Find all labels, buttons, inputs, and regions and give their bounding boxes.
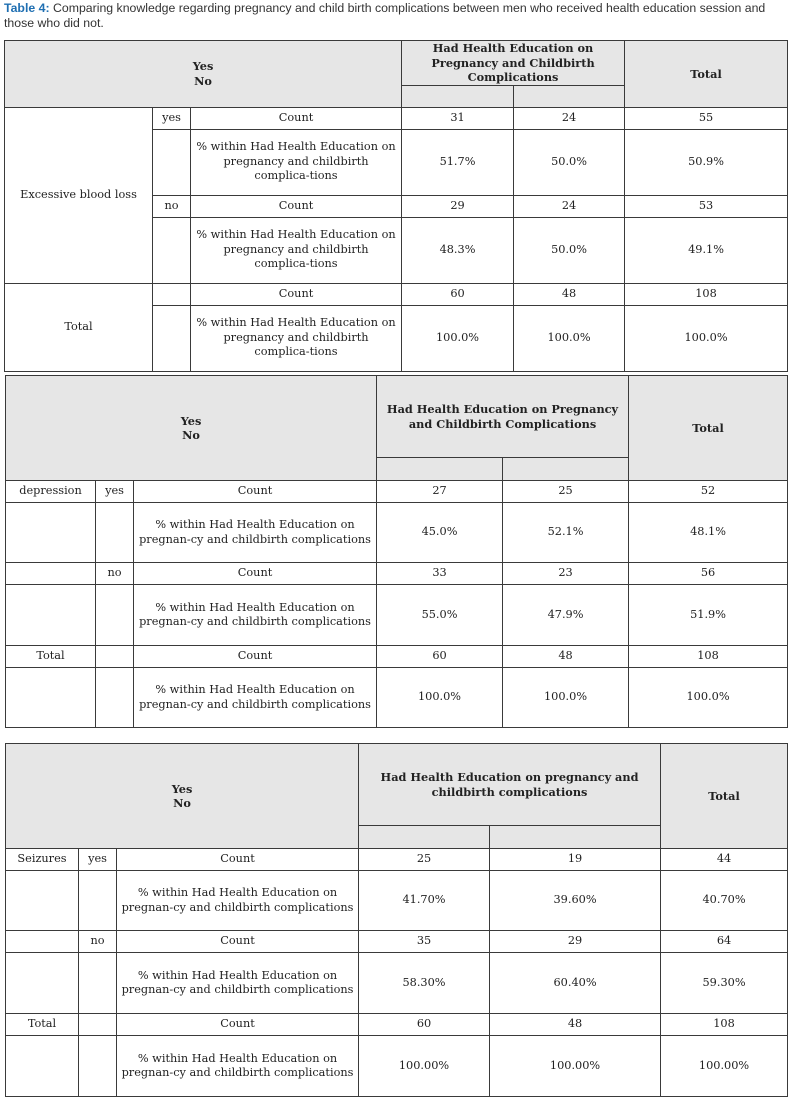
cell-value: 29 — [490, 931, 661, 953]
level-label: yes — [153, 107, 191, 129]
table-excessive-blood-loss — [4, 40, 788, 372]
cell-value: 29 — [402, 195, 514, 217]
cell-value: 51.9% — [629, 585, 788, 646]
variable-cell-empty — [6, 503, 96, 563]
table-row — [6, 585, 788, 646]
level-label — [79, 1036, 117, 1097]
table-row — [6, 481, 788, 503]
cell-value: 100.0% — [514, 305, 625, 371]
table-row — [6, 503, 788, 563]
cell-value: 100.00% — [661, 1036, 788, 1097]
cell-value: 35 — [359, 931, 490, 953]
level-label — [79, 953, 117, 1014]
variable-cell-empty — [6, 953, 79, 1014]
cell-value: 100.00% — [490, 1036, 661, 1097]
stat-label: % within Had Health Education on pregnan-cy and childbirth complications — [117, 953, 359, 1014]
table-row — [6, 953, 788, 1014]
level-label: no — [79, 931, 117, 953]
table-row — [6, 563, 788, 585]
total-row — [6, 646, 788, 668]
group-subheader-2 — [503, 458, 629, 481]
stat-label: % within Had Health Education on pregnancy and childbirth complica-tions — [191, 129, 402, 195]
level-label — [79, 1014, 117, 1036]
total-header: Total — [625, 41, 788, 108]
cell-value: 48 — [503, 646, 629, 668]
total-row — [6, 668, 788, 728]
stat-label: Count — [117, 1014, 359, 1036]
cell-value: 24 — [514, 107, 625, 129]
cell-value: 56 — [629, 563, 788, 585]
cell-value: 55.0% — [377, 585, 503, 646]
group-subheader-2 — [514, 85, 625, 107]
total-label: Total — [6, 1014, 79, 1036]
cell-value: 100.0% — [625, 305, 788, 371]
stat-label: % within Had Health Education on pregnan-cy and childbirth complications — [134, 585, 377, 646]
stat-label: Count — [134, 481, 377, 503]
group-header: Had Health Education on Pregnancy and Childbirth Complications — [377, 376, 629, 458]
cell-value: 100.0% — [629, 668, 788, 728]
total-label: Total — [5, 283, 153, 371]
table-row — [5, 107, 788, 129]
variable-cell-empty — [6, 668, 96, 728]
cell-value: 40.70% — [661, 871, 788, 931]
cell-value: 60 — [359, 1014, 490, 1036]
cell-value: 100.0% — [402, 305, 514, 371]
cell-value: 108 — [625, 283, 788, 305]
cell-value: 47.9% — [503, 585, 629, 646]
table-row — [6, 931, 788, 953]
variable-label: Seizures — [6, 849, 79, 871]
stat-label: Count — [191, 107, 402, 129]
cell-value: 50.0% — [514, 129, 625, 195]
table-seizures — [5, 743, 788, 1097]
cell-value: 60 — [377, 646, 503, 668]
group-subheader-1 — [359, 826, 490, 849]
group-header: Had Health Education on pregnancy and childbirth complications — [359, 744, 661, 826]
cell-value: 49.1% — [625, 217, 788, 283]
total-row — [5, 283, 788, 305]
stat-label: Count — [134, 563, 377, 585]
level-label: yes — [96, 481, 134, 503]
cell-value: 48 — [490, 1014, 661, 1036]
cell-value: 39.60% — [490, 871, 661, 931]
level-label — [153, 217, 191, 283]
stat-label: % within Had Health Education on pregnan-cy and childbirth complications — [117, 1036, 359, 1097]
level-label: no — [96, 563, 134, 585]
level-label: yes — [79, 849, 117, 871]
cell-value: 31 — [402, 107, 514, 129]
variable-cell-empty — [6, 931, 79, 953]
cell-value: 60.40% — [490, 953, 661, 1014]
total-header: Total — [629, 376, 788, 481]
total-row — [6, 1014, 788, 1036]
cell-value: 59.30% — [661, 953, 788, 1014]
variable-cell-empty — [6, 871, 79, 931]
corner-header: Yes No — [6, 376, 377, 481]
cell-value: 41.70% — [359, 871, 490, 931]
cell-value: 64 — [661, 931, 788, 953]
cell-value: 33 — [377, 563, 503, 585]
variable-label: Excessive blood loss — [5, 107, 153, 283]
cell-value: 48.3% — [402, 217, 514, 283]
cell-value: 50.9% — [625, 129, 788, 195]
cell-value: 27 — [377, 481, 503, 503]
cell-value: 53 — [625, 195, 788, 217]
stat-label: % within Had Health Education on pregnan-cy and childbirth complications — [134, 668, 377, 728]
stat-label: Count — [191, 195, 402, 217]
level-label — [153, 305, 191, 371]
level-label — [153, 129, 191, 195]
corner-header: Yes No — [5, 41, 402, 108]
cell-value: 25 — [503, 481, 629, 503]
table-row — [6, 849, 788, 871]
stat-label: Count — [191, 283, 402, 305]
level-label — [79, 871, 117, 931]
cell-value: 24 — [514, 195, 625, 217]
level-label: no — [153, 195, 191, 217]
stat-label: Count — [117, 849, 359, 871]
group-subheader-2 — [490, 826, 661, 849]
cell-value: 45.0% — [377, 503, 503, 563]
cell-value: 50.0% — [514, 217, 625, 283]
variable-cell-empty — [6, 585, 96, 646]
cell-value: 25 — [359, 849, 490, 871]
cell-value: 48.1% — [629, 503, 788, 563]
cell-value: 100.0% — [503, 668, 629, 728]
cell-value: 19 — [490, 849, 661, 871]
group-header: Had Health Education on Pregnancy and Childbirth Complications — [402, 41, 625, 86]
level-label — [96, 668, 134, 728]
table-caption — [4, 1, 786, 31]
stat-label: % within Had Health Education on pregnan-cy and childbirth complications — [134, 503, 377, 563]
level-label — [96, 646, 134, 668]
level-label — [96, 503, 134, 563]
variable-cell-empty — [6, 563, 96, 585]
cell-value: 52.1% — [503, 503, 629, 563]
cell-value: 100.00% — [359, 1036, 490, 1097]
caption-label: Table 4: — [4, 1, 50, 15]
stat-label: % within Had Health Education on pregnancy and childbirth complica-tions — [191, 217, 402, 283]
stat-label: % within Had Health Education on pregnancy and childbirth complica-tions — [191, 305, 402, 371]
level-label — [96, 585, 134, 646]
cell-value: 55 — [625, 107, 788, 129]
cell-value: 44 — [661, 849, 788, 871]
cell-value: 48 — [514, 283, 625, 305]
cell-value: 52 — [629, 481, 788, 503]
table-row — [6, 871, 788, 931]
cell-value: 60 — [402, 283, 514, 305]
cell-value: 100.0% — [377, 668, 503, 728]
variable-label: depression — [6, 481, 96, 503]
table-depression — [5, 375, 788, 728]
caption-text: Comparing knowledge regarding pregnancy and child birth complications between men who received health education session and those who did not. — [4, 1, 766, 30]
variable-cell-empty — [6, 1036, 79, 1097]
stat-label: Count — [117, 931, 359, 953]
total-header: Total — [661, 744, 788, 849]
corner-header: Yes No — [6, 744, 359, 849]
cell-value: 51.7% — [402, 129, 514, 195]
cell-value: 108 — [661, 1014, 788, 1036]
level-label — [153, 283, 191, 305]
stat-label: Count — [134, 646, 377, 668]
stat-label: % within Had Health Education on pregnan-cy and childbirth complications — [117, 871, 359, 931]
total-row — [6, 1036, 788, 1097]
group-subheader-1 — [377, 458, 503, 481]
cell-value: 58.30% — [359, 953, 490, 1014]
cell-value: 23 — [503, 563, 629, 585]
total-label: Total — [6, 646, 96, 668]
cell-value: 108 — [629, 646, 788, 668]
group-subheader-1 — [402, 85, 514, 107]
